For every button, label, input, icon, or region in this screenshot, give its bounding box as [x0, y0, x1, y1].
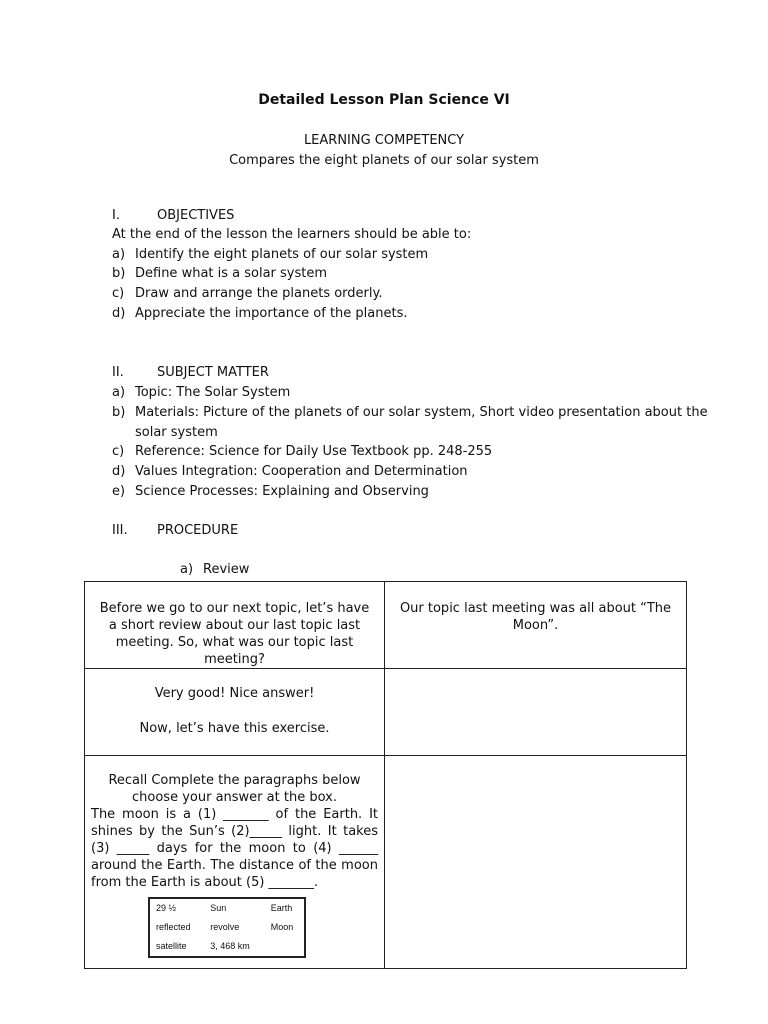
teacher-cell [85, 756, 385, 969]
objectives-intro: At the end of the lesson the learners should be able to: [112, 227, 472, 242]
choice-word [265, 937, 304, 956]
teacher-praise: Very good! Nice answer! [154, 686, 315, 701]
subject-matter-title: SUBJECT MATTER [157, 365, 269, 380]
objective-item: d) Appreciate the importance of the planets. [112, 306, 408, 321]
choice-word: revolve [210, 922, 240, 932]
objectives-heading [112, 208, 234, 223]
choices-row [150, 937, 304, 956]
procedure-review-label: a) Review [180, 562, 250, 577]
objective-item: c) Draw and arrange the planets orderly. [112, 286, 383, 301]
student-cell [385, 582, 687, 669]
choice-word: 29 ½ [156, 903, 177, 913]
table-row [85, 756, 687, 969]
subject-item: e) Science Processes: Explaining and Observing [112, 484, 429, 499]
procedure-heading [112, 523, 238, 538]
subject-item: a) Topic: The Solar System [112, 385, 291, 400]
choice-word: Sun [210, 903, 227, 913]
table-row [85, 582, 687, 669]
objectives-title: OBJECTIVES [157, 208, 235, 223]
student-cell [385, 669, 687, 756]
subject-matter-number: II. [112, 365, 124, 380]
choices-row [150, 918, 304, 937]
teacher-cell [85, 582, 385, 669]
objective-item: b) Define what is a solar system [112, 266, 328, 281]
teacher-cell [85, 669, 385, 756]
student-cell [385, 756, 687, 969]
subject-matter-heading [112, 365, 269, 380]
answer-choices-box [148, 897, 306, 958]
choice-word: 3, 468 km [210, 941, 250, 951]
teacher-prompt: Before we go to our next topic, let’s have a short review about our last topic last meeting. So, what was our topic last meeting? [99, 601, 370, 667]
choice-word: Moon [270, 922, 294, 932]
subject-item-continuation: solar system [135, 425, 218, 440]
choice-word: reflected [156, 922, 191, 932]
objective-item: a) Identify the eight planets of our solar system [112, 247, 429, 262]
subject-item: c) Reference: Science for Daily Use Textbook pp. 248-255 [112, 444, 493, 459]
exercise-instruction: Recall Complete the paragraphs below choose your answer at the box. [108, 773, 361, 805]
procedure-number: III. [112, 523, 128, 538]
table-row [85, 669, 687, 756]
competency-text: Compares the eight planets of our solar system [229, 153, 539, 168]
subject-item: b) Materials: Picture of the planets of our solar system, Short video presentation about the [112, 405, 708, 420]
document-title: Detailed Lesson Plan Science VI [258, 92, 510, 108]
student-answer: Our topic last meeting was all about “The Moon”. [399, 601, 672, 633]
choice-word: satellite [156, 941, 187, 951]
procedure-title: PROCEDURE [157, 523, 239, 538]
choice-word: Earth [270, 903, 293, 913]
teacher-exercise-intro: Now, let’s have this exercise. [139, 721, 330, 736]
review-table [84, 581, 687, 969]
choices-row [150, 899, 304, 918]
competency-heading: LEARNING COMPETENCY [303, 133, 465, 148]
subject-item: d) Values Integration: Cooperation and Determination [112, 464, 468, 479]
objectives-number: I. [112, 208, 120, 223]
exercise-paragraph: The moon is a (1) _______ of the Earth. It shines by the Sun’s (2)_____ light. It takes (3) _____ days for the moon to (4) ______ around the Earth. The distance of the moon from the Earth is about (5) _______. [91, 807, 378, 890]
